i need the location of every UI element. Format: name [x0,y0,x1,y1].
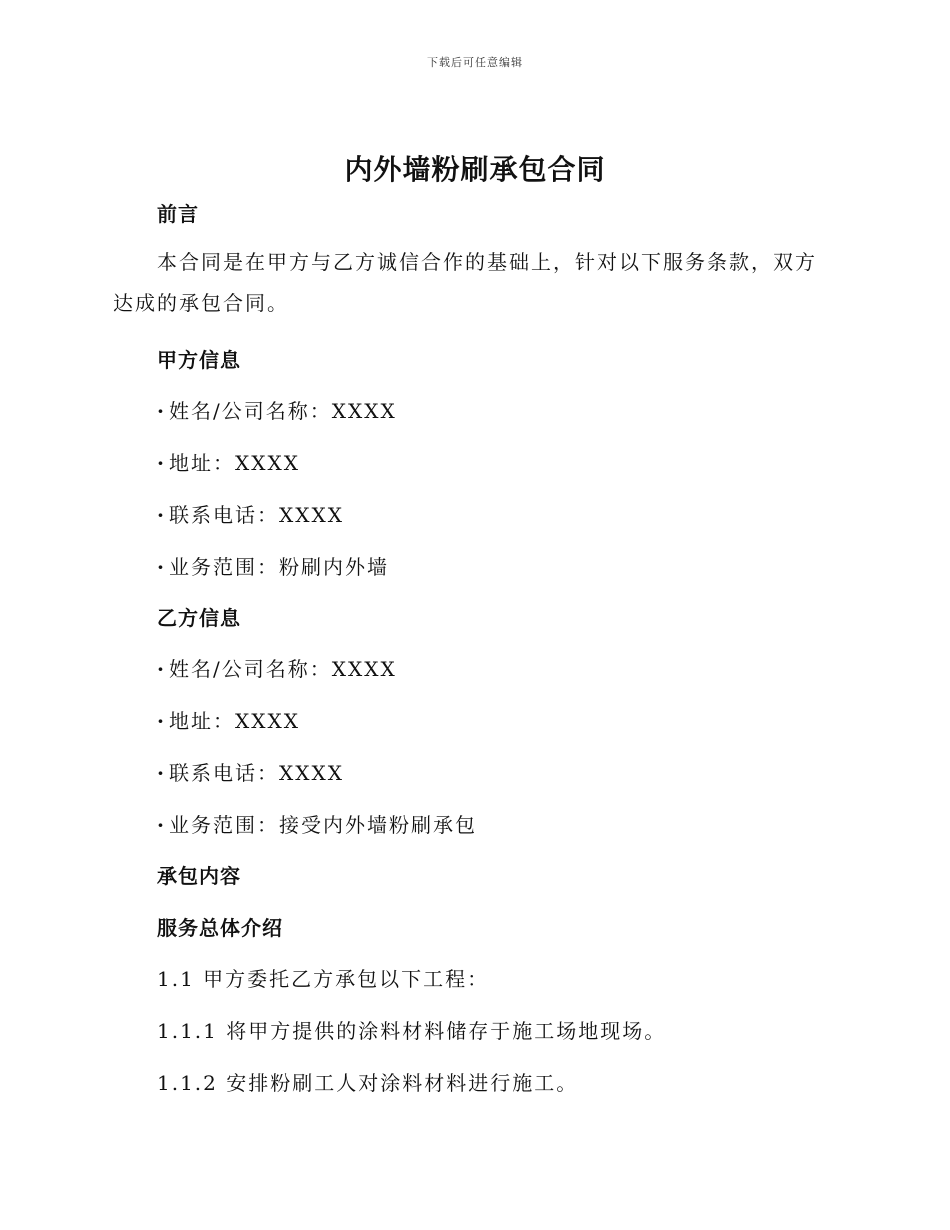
service-overview-heading: 服务总体介绍 [157,916,283,940]
party-b-scope: 业务范围：接受内外墙粉刷承包 [169,813,477,837]
page-header-note: 下载后可任意编辑 [427,56,523,69]
party-b-item [157,705,300,734]
preface-heading: 前言 [157,202,199,226]
clause-1-1: 1.1 甲方委托乙方承包以下工程： [157,967,490,991]
party-a-item [157,395,397,424]
party-b-item [157,757,344,786]
party-a-item [157,499,344,528]
bullet-icon: · [157,451,166,475]
clause-1-1-1: 1.1.1 将甲方提供的涂料材料储存于施工场地现场。 [157,1019,667,1043]
clause-1-1-2: 1.1.2 安排粉刷工人对涂料材料进行施工。 [157,1071,579,1095]
preface-paragraph: 本合同是在甲方与乙方诚信合作的基础上，针对以下服务条款，双方达成的承包合同。 [113,250,817,315]
party-a-scope: 业务范围：粉刷内外墙 [169,555,389,579]
party-b-phone: 联系电话：XXXX [169,761,344,785]
party-a-item [157,551,389,580]
bullet-icon: · [157,709,166,733]
party-b-address: 地址：XXXX [169,709,300,733]
bullet-icon: · [157,813,166,837]
bullet-icon: · [157,555,166,579]
party-b-item [157,809,477,838]
party-a-item [157,447,300,476]
bullet-icon: · [157,657,166,681]
party-b-item [157,653,397,682]
bullet-icon: · [157,503,166,527]
party-a-address: 地址：XXXX [169,451,300,475]
party-a-name: 姓名/公司名称：XXXX [169,399,397,423]
party-a-heading: 甲方信息 [157,348,241,372]
bullet-icon: · [157,761,166,785]
bullet-icon: · [157,399,166,423]
party-b-name: 姓名/公司名称：XXXX [169,657,397,681]
document-title: 内外墙粉刷承包合同 [344,153,606,186]
party-a-phone: 联系电话：XXXX [169,503,344,527]
party-b-heading: 乙方信息 [157,606,241,630]
contract-heading: 承包内容 [157,864,241,888]
